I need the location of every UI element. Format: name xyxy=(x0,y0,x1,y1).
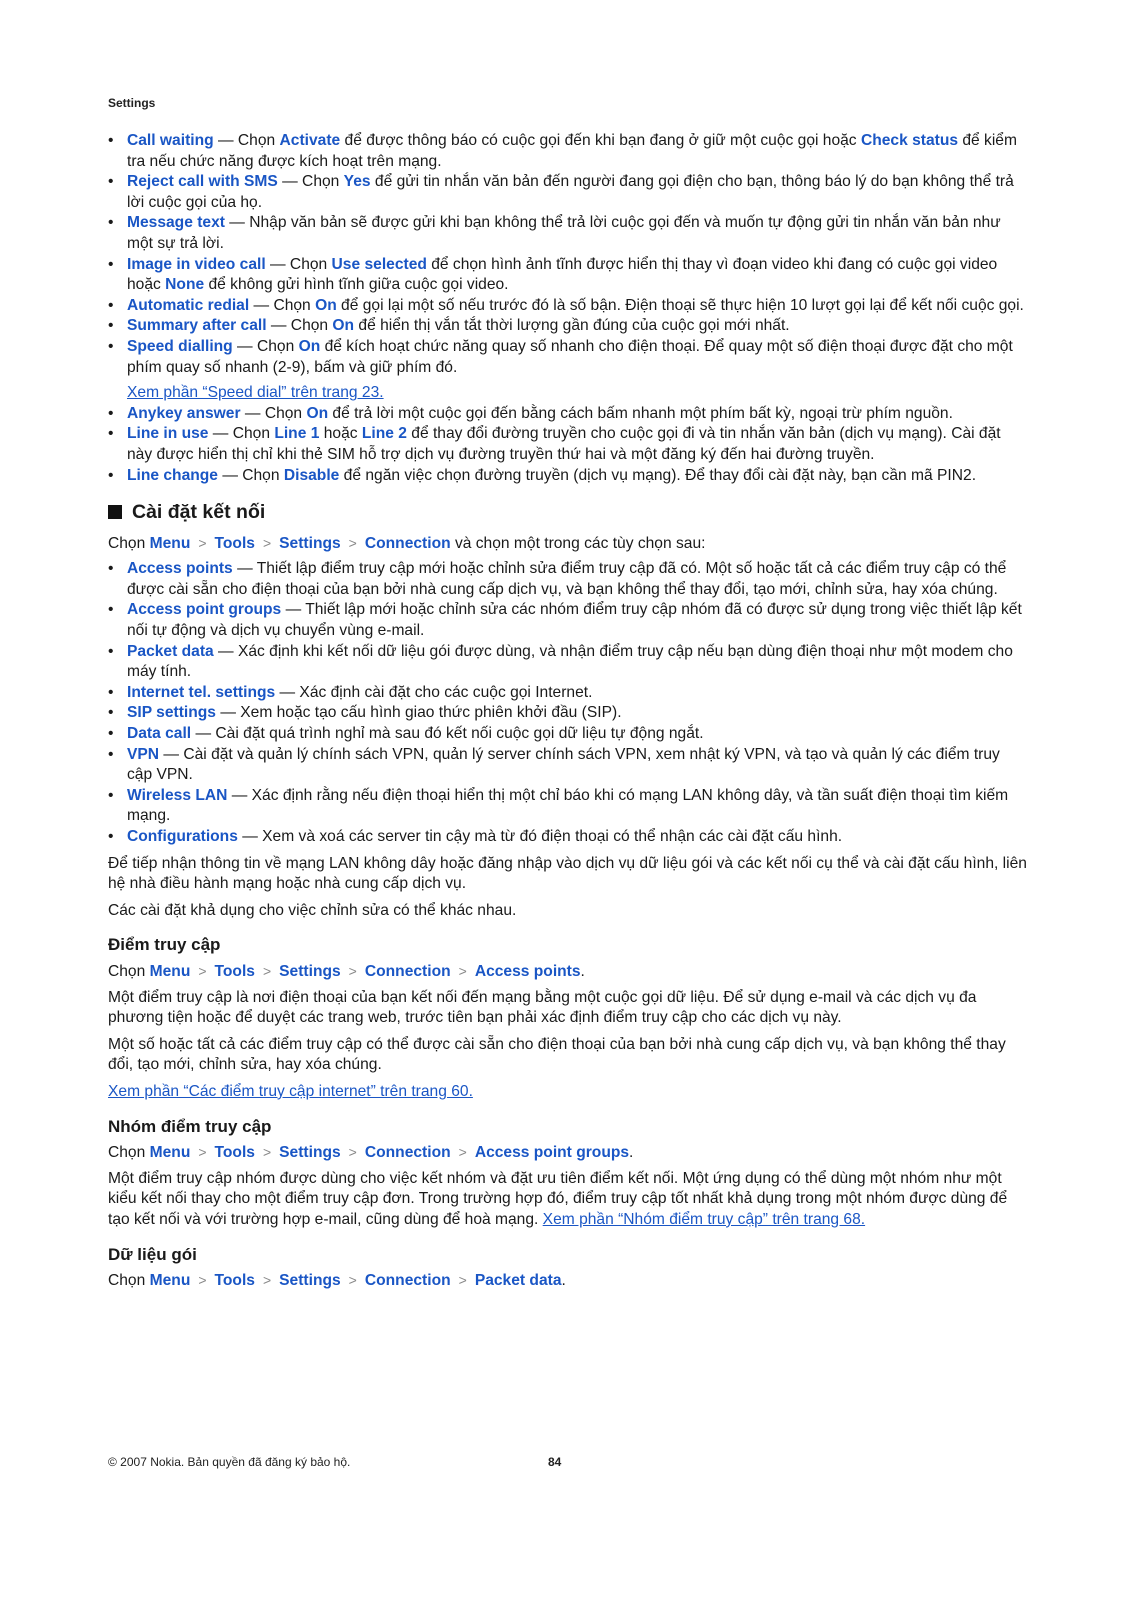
description-text: để kích hoạt chức năng quay số nhanh cho điện thoại. Để quay một số điện thoại được đặt cho một phím quay số nhanh (2-9), bấm và giữ phím đó. xyxy=(127,337,1013,376)
menu-path-item: Packet data xyxy=(474,1272,562,1290)
list-item xyxy=(108,296,1028,317)
menu-path-item: Menu xyxy=(149,534,191,552)
menu-path-item: Connection xyxy=(364,1272,451,1290)
copyright-notice: © 2007 Nokia. Bản quyền đã đăng ký bảo hộ. xyxy=(108,1455,351,1469)
list-item xyxy=(108,337,1028,404)
menu-path-item: Access points xyxy=(474,962,581,980)
paragraph: Một số hoặc tất cả các điểm truy cập có thể được cài sẵn cho điện thoại của bạn bởi nhà cung cấp dịch vụ, và bạn không thể thay đổi, tạo mới, chỉnh sửa, hay xóa chúng. xyxy=(108,1035,1006,1074)
chevron-right-icon: > xyxy=(348,1272,357,1289)
option-value: On xyxy=(298,337,321,355)
description-text: — Xác định rằng nếu điện thoại hiển thị một chỉ báo khi có mạng LAN không dây, và tần suất điện thoại tìm kiếm mạng. xyxy=(127,786,1009,825)
description-text: — Xác định cài đặt cho các cuộc gọi Internet. xyxy=(275,683,593,701)
paragraph: Để tiếp nhận thông tin về mạng LAN không dây hoặc đăng nhập vào dịch vụ dữ liệu gói và các kết nối cụ thể và cài đặt cấu hình, liên hệ nhà điều hành mạng hoặc nhà cung cấp dịch vụ. xyxy=(108,854,1027,893)
paragraph xyxy=(108,1169,1028,1231)
description-text: — Chọn xyxy=(217,466,284,484)
list-item xyxy=(108,559,1028,600)
setting-term: Image in video call xyxy=(127,255,266,273)
cross-reference-link[interactable]: Xem phần “Các điểm truy cập internet” trên trang 60. xyxy=(108,1082,473,1100)
setting-term: Anykey answer xyxy=(127,404,241,422)
description-text: — Xác định khi kết nối dữ liệu gói được dùng, và nhận điểm truy cập nếu bạn dùng điện thoại như một modem cho máy tính. xyxy=(127,642,1013,681)
option-value: Use selected xyxy=(331,255,427,273)
path-prefix: Chọn xyxy=(108,1144,150,1162)
chevron-right-icon: > xyxy=(262,1272,272,1289)
description-text: — Chọn xyxy=(208,425,275,443)
menu-path xyxy=(108,1142,1028,1164)
description-text: hoặc xyxy=(319,425,362,443)
setting-term: Access points xyxy=(127,560,233,578)
setting-term: Configurations xyxy=(127,828,238,845)
menu-path-item: Settings xyxy=(279,1272,341,1290)
path-prefix: Chọn xyxy=(108,534,150,552)
description-text: — Thiết lập mới hoặc chỉnh sửa các nhóm điểm truy cập nhóm đã có được sử dụng trong việc thiết lập kết nối tự động và dịch vụ chuyển vùng e-mail. xyxy=(127,601,1022,640)
page-number: 84 xyxy=(548,1455,562,1469)
menu-path-item: Settings xyxy=(279,534,341,552)
paragraph-text: Một điểm truy cập nhóm được dùng cho việc kết nhóm và đặt ưu tiên điểm kết nối. Một ứng dụng có thể dùng một nhóm như một kiểu kết nối thay cho một điểm truy cập đơn. Trong trường hợp đó, điểm truy cập tốt nhất khả dụng trong một nhóm được dùng để tạo kết nối và với trường hợp e-mail, cũng dùng để hoà mạng. xyxy=(108,1169,1008,1228)
option-value: Check status xyxy=(860,132,959,149)
menu-path-item: Tools xyxy=(214,962,255,980)
chevron-right-icon: > xyxy=(458,962,467,979)
menu-path-item: Access point groups xyxy=(474,1144,630,1162)
path-prefix: Chọn xyxy=(108,962,150,980)
menu-path-item: Connection xyxy=(364,1144,451,1162)
list-item xyxy=(108,255,1028,296)
cross-reference-link[interactable]: Xem phần “Speed dial” trên trang 23. xyxy=(127,384,384,402)
description-text: để không gửi hình tĩnh giữa cuộc gọi video. xyxy=(204,276,509,294)
option-value: Line 2 xyxy=(361,425,407,443)
setting-term: Internet tel. settings xyxy=(127,683,276,701)
cross-reference-link[interactable]: Xem phần “Nhóm điểm truy cập” trên trang 68. xyxy=(542,1210,866,1228)
list-item xyxy=(108,316,1028,337)
option-value: None xyxy=(165,276,205,294)
option-value: Line 1 xyxy=(274,425,320,443)
option-value: Yes xyxy=(343,173,371,191)
setting-term: Speed dialling xyxy=(127,337,233,355)
list-item xyxy=(108,404,1028,425)
description-text: — Cài đặt quá trình nghỉ mà sau đó kết nối cuộc gọi dữ liệu tự động ngắt. xyxy=(191,725,704,743)
subsection-title: Nhóm điểm truy cập xyxy=(108,1116,272,1136)
setting-term: Packet data xyxy=(127,642,214,660)
chevron-right-icon: > xyxy=(458,1144,467,1161)
list-item xyxy=(108,466,1028,487)
paragraph: Một điểm truy cập là nơi điện thoại của bạn kết nối đến mạng bằng một cuộc gọi dữ liệu. Để sử dụng e-mail và các dịch vụ đa phương tiện hoặc để duyệt các trang web, trước tiên bạn phải xác định điểm truy cập cho các dịch vụ này. xyxy=(108,988,977,1027)
setting-term: Data call xyxy=(127,725,192,743)
description-text: — Chọn xyxy=(213,132,280,149)
description-text: — Cài đặt và quản lý chính sách VPN, quản lý server chính sách VPN, xem nhật ký VPN, và tạo và quản lý các điểm truy cập VPN. xyxy=(127,745,1000,784)
list-item xyxy=(108,683,1028,704)
section-heading xyxy=(108,502,1028,523)
setting-term: Message text xyxy=(127,214,225,232)
setting-term: Line in use xyxy=(127,425,209,443)
chevron-right-icon: > xyxy=(198,962,207,979)
connection-options-list xyxy=(108,559,1028,847)
list-item xyxy=(108,703,1028,724)
description-text: để ngăn việc chọn đường truyền (dịch vụ mạng). Để thay đổi cài đặt này, bạn cần mã PIN2. xyxy=(339,466,977,484)
chevron-right-icon: > xyxy=(262,534,272,551)
option-value: On xyxy=(315,296,337,314)
list-item xyxy=(108,745,1028,786)
chevron-right-icon: > xyxy=(262,962,272,979)
setting-term: Line change xyxy=(127,466,218,484)
chevron-right-icon: > xyxy=(262,1144,272,1161)
list-item xyxy=(108,642,1028,683)
description-text: — Chọn xyxy=(266,317,333,335)
paragraph: Các cài đặt khả dụng cho việc chỉnh sửa có thể khác nhau. xyxy=(108,901,517,919)
page-content xyxy=(108,131,1028,1297)
description-text: để trả lời một cuộc gọi đến bằng cách bấm nhanh một phím bất kỳ, ngoại trừ phím nguồn. xyxy=(328,404,953,422)
description-text: để gọi lại một số nếu trước đó là số bận. Điện thoại sẽ thực hiện 10 lượt gọi lại để kết nối cuộc gọi. xyxy=(336,296,1024,314)
description-text: — Chọn xyxy=(240,404,307,422)
description-text: — Chọn xyxy=(232,337,299,355)
menu-path xyxy=(108,533,1028,555)
description-text: để hiển thị vắn tắt thời lượng gần đúng của cuộc gọi mới nhất. xyxy=(354,317,790,335)
setting-term: Reject call with SMS xyxy=(127,173,278,191)
path-suffix: . xyxy=(561,1272,566,1290)
menu-path-item: Menu xyxy=(149,1144,191,1162)
option-value: Disable xyxy=(283,466,340,484)
setting-term: Access point groups xyxy=(127,601,282,619)
section-title: Cài đặt kết nối xyxy=(132,501,266,524)
path-suffix: . xyxy=(629,1144,634,1162)
description-text: — Chọn xyxy=(249,296,316,314)
list-item xyxy=(108,600,1028,641)
setting-term: VPN xyxy=(127,745,160,763)
description-text: để kiểm tra nếu chức năng được kích hoạt trên mạng. xyxy=(127,132,1017,170)
setting-term: Automatic redial xyxy=(127,296,250,314)
list-item xyxy=(108,131,1028,172)
description-text: để thay đổi đường truyền cho cuộc gọi đi và tin nhắn văn bản (dịch vụ mạng). Cài đặt này được hiển thị chỉ khi thẻ SIM hỗ trợ dịch vụ đường truyền thứ hai và một đăng ký đến hai đường truyền. xyxy=(127,425,1001,463)
chevron-right-icon: > xyxy=(348,1144,357,1161)
menu-path-item: Tools xyxy=(214,1144,255,1162)
path-suffix: . xyxy=(580,962,585,980)
menu-path-item: Connection xyxy=(364,962,451,980)
option-value: On xyxy=(306,404,329,422)
setting-term: Summary after call xyxy=(127,317,267,335)
subsection-title: Dữ liệu gói xyxy=(108,1244,197,1264)
menu-path-item: Menu xyxy=(149,962,191,980)
menu-path-item: Settings xyxy=(279,962,341,980)
menu-path-item: Tools xyxy=(214,534,255,552)
description-text: — Chọn xyxy=(277,173,344,191)
list-item xyxy=(108,786,1028,827)
chevron-right-icon: > xyxy=(198,1144,207,1161)
description-text: để gửi tin nhắn văn bản đến người đang gọi điện cho bạn, thông báo lý do bạn không thể trả lời cuộc gọi của họ. xyxy=(127,173,1014,211)
description-text: — Thiết lập điểm truy cập mới hoặc chỉnh sửa điểm truy cập đã có. Một số hoặc tất cả các điểm truy cập có thể được cài sẵn cho điện thoại của bạn bởi nhà cung cấp dịch vụ, và bạn không thể thay đổi, tạo mới, chỉnh sửa, hay xóa chúng. xyxy=(127,560,1007,598)
list-item xyxy=(108,213,1028,254)
menu-path-item: Connection xyxy=(364,534,451,552)
chevron-right-icon: > xyxy=(458,1272,467,1289)
description-text: — Nhập văn bản sẽ được gửi khi bạn không thể trả lời cuộc gọi đến và muốn tự động gửi tin nhắn văn bản như một sự trả lời. xyxy=(127,214,1001,252)
option-value: On xyxy=(332,317,355,335)
list-item xyxy=(108,827,1028,848)
setting-term: Call waiting xyxy=(127,132,214,149)
menu-path-item: Settings xyxy=(279,1144,341,1162)
call-settings-list xyxy=(108,131,1028,486)
description-text: — Xem hoặc tạo cấu hình giao thức phiên khởi đầu (SIP). xyxy=(215,704,622,722)
subsection-title: Điểm truy cập xyxy=(108,935,221,955)
chevron-right-icon: > xyxy=(348,534,357,551)
path-prefix: Chọn xyxy=(108,1272,150,1290)
menu-path xyxy=(108,961,1028,983)
list-item xyxy=(108,724,1028,745)
list-item xyxy=(108,172,1028,213)
description-text: — Xem và xoá các server tin cậy mà từ đó điện thoại có thể nhận các cài đặt cấu hình. xyxy=(237,828,843,845)
menu-path-item: Menu xyxy=(149,1272,191,1290)
description-text: để được thông báo có cuộc gọi đến khi bạn đang ở giữ một cuộc gọi hoặc xyxy=(340,132,861,149)
section-marker-icon xyxy=(108,505,122,519)
setting-term: Wireless LAN xyxy=(127,786,228,804)
menu-path-item: Tools xyxy=(214,1272,255,1290)
setting-term: SIP settings xyxy=(127,704,216,722)
menu-path xyxy=(108,1270,1028,1292)
chevron-right-icon: > xyxy=(198,534,207,551)
running-head: Settings xyxy=(108,96,156,110)
path-suffix: và chọn một trong các tùy chọn sau: xyxy=(450,534,706,552)
description-text: — Chọn xyxy=(265,255,332,273)
chevron-right-icon: > xyxy=(198,1272,207,1289)
list-item xyxy=(108,424,1028,465)
description-text: để chọn hình ảnh tĩnh được hiển thị thay vì đoạn video khi đang có cuộc gọi video hoặc xyxy=(127,255,998,294)
chevron-right-icon: > xyxy=(348,962,357,979)
option-value: Activate xyxy=(279,132,341,149)
